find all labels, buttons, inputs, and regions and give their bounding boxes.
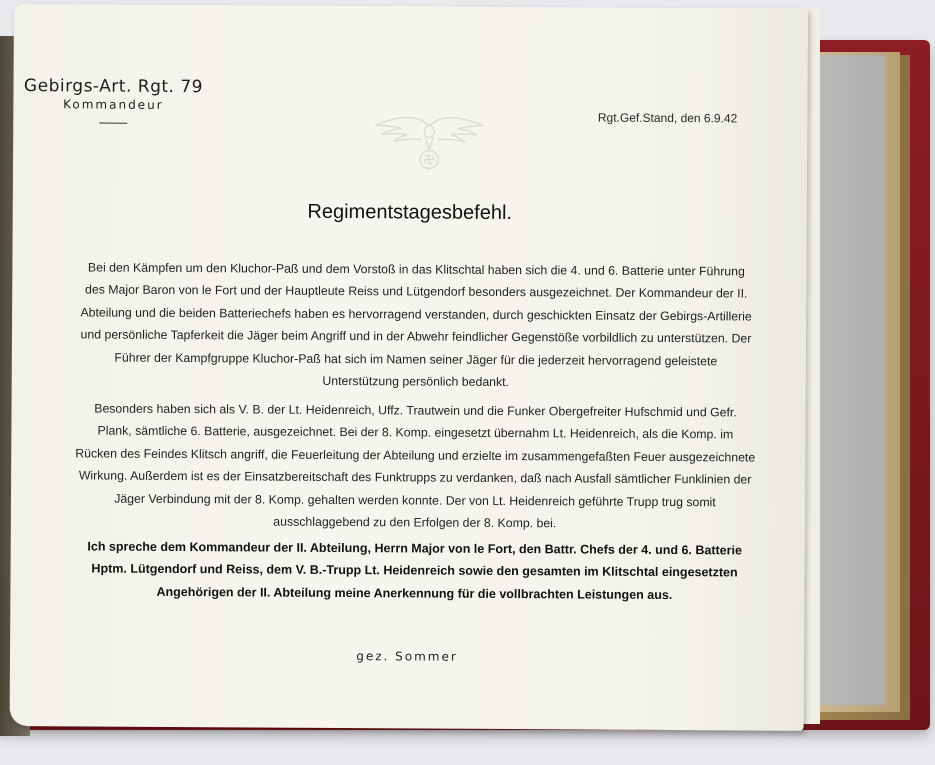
embossed-eagle-emblem-icon [371, 111, 487, 174]
signature: gez. Sommer [356, 649, 458, 664]
paragraph-2: Besonders haben sich als V. B. der Lt. Heidenreich, Uffz. Trautwein und die Funker Obergefreiter Hufschmid und Gefr. Plank, sämtliche 6. Batterie, ausgezeichnet. Bei der 8. Komp. eingesetzt übernahm Lt. Heidenreich, als die Komp. im Rücken des Feindes Klitsch angriff, die Feuerleitung der Abteilung und erzielte im zusammengefaßten Feuer ausgezeichnete Wirkung. Außerdem ist es der Einsatzbereitschaft des Funktrupps zu verdanken, daß nach Ausfall sämtlicher Funklinien der Jäger Verbindung mit der 8. Komp. gehalten werden konnte. Der von Lt. Heidenreich geführte Trupp trug somit ausschlaggebend zu den Erfolgen der 8. Komp. bei. [75, 401, 756, 531]
unit-header [13, 76, 213, 124]
dateline: Rgt.Gef.Stand, den 6.9.42 [597, 110, 738, 126]
unit-role: Kommandeur [63, 97, 164, 112]
document-page [10, 4, 808, 731]
paragraph-1: Bei den Kämpfen um den Kluchor-Paß und dem Vorstoß in das Klitschtal haben sich die 4. und 6. Batterie unter Führung des Major Baron von le Fort und der Hauptleute Reiss und Lütgendorf besonders ausgezeichnet. Der Kommandeur der II. Abteilung und die beiden Batteriechefs haben es hervorragend verstanden, durch geschickten Einsatz der Gebirgs-Artillerie und persönliche Tapferkeit die Jäger beim Angriff und in der Abwehr feindlicher Gegenstöße vorbildlich zu unterstützen. Der Führer der Kampfgruppe Kluchor-Paß hat sich im Namen seiner Jäger für die jederzeit hervorragend geleistete Unterstützung persönlich bedankt. [80, 260, 752, 390]
paragraph-3: Ich spreche dem Kommandeur der II. Abteilung, Herrn Major von le Fort, den Battr. Chefs der 4. und 6. Batterie Hptm. Lütgendorf und Reiss, dem V. B.-Trupp Lt. Heidenreich sowie den gesamten im Klitschtal eingesetzten Angehörigen der II. Abteilung meine Anerkennung für die vollbrachten Leistungen aus. [87, 539, 742, 602]
document-title: Regimentstagesbefehl. [307, 200, 513, 225]
unit-name: Gebirgs-Art. Rgt. 79 [23, 76, 204, 98]
header-divider [99, 123, 127, 124]
